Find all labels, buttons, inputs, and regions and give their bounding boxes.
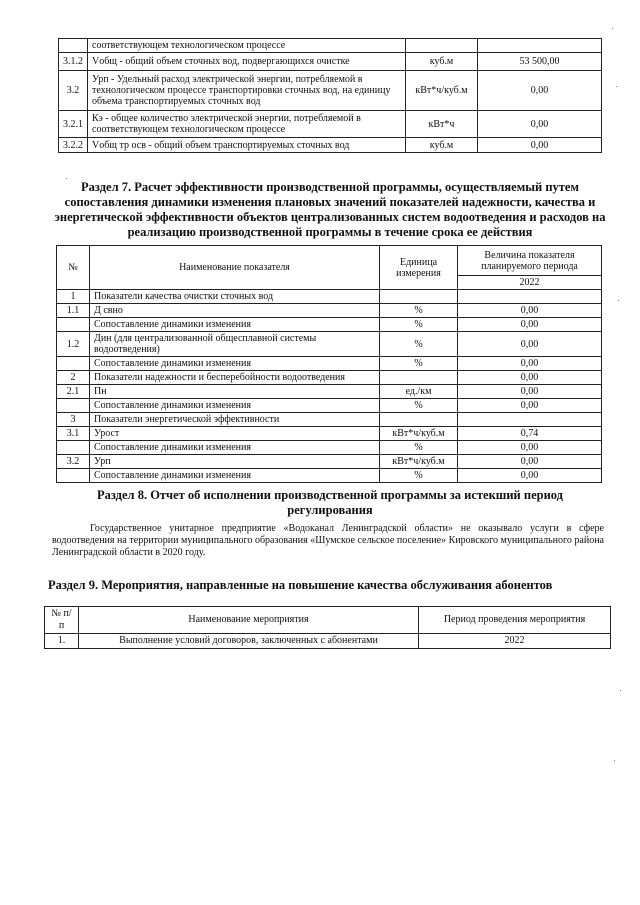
table-row xyxy=(59,138,602,153)
row-unit: кВт*ч xyxy=(406,111,478,138)
row-unit: кВт*ч/куб.м xyxy=(380,455,458,469)
row-unit xyxy=(406,39,478,53)
row-unit: % xyxy=(380,399,458,413)
row-number xyxy=(57,357,90,371)
row-name: Сопоставление динамики изменения xyxy=(90,469,380,483)
row-unit: % xyxy=(380,357,458,371)
row-unit xyxy=(380,371,458,385)
scan-speck xyxy=(614,760,615,761)
row-name: Показатели качества очистки сточных вод xyxy=(90,290,380,304)
scan-speck xyxy=(616,86,617,87)
row-name: Показатели энергетической эффективности xyxy=(90,413,380,427)
row-name: соответствующем технологическом процессе xyxy=(88,39,406,53)
row-unit: куб.м xyxy=(406,53,478,71)
table-row xyxy=(57,413,602,427)
service-measures-table xyxy=(44,606,611,649)
row-name: Сопоставление динамики изменения xyxy=(90,399,380,413)
row-value: 53 500,00 xyxy=(478,53,602,71)
row-value: 0,00 xyxy=(458,357,602,371)
scan-speck xyxy=(66,178,67,179)
row-number: 1.2 xyxy=(57,332,90,357)
row-name: Сопоставление динамики изменения xyxy=(90,441,380,455)
row-unit: % xyxy=(380,469,458,483)
row-value: 0,00 xyxy=(458,371,602,385)
table-row xyxy=(57,469,602,483)
row-value xyxy=(478,39,602,53)
row-value: 0,00 xyxy=(458,304,602,318)
table-row xyxy=(57,371,602,385)
row-name: Пн xyxy=(90,385,380,399)
row-unit: ед./км xyxy=(380,385,458,399)
efficiency-indicators-table xyxy=(56,245,602,483)
table-row xyxy=(57,290,602,304)
table-header-row xyxy=(45,607,611,634)
section-9-heading: Раздел 9. Мероприятия, направленные на повышение качества обслуживания абонентов xyxy=(48,578,553,592)
row-number: 1 xyxy=(57,290,90,304)
header-name: Наименование мероприятия xyxy=(79,607,419,634)
table-row xyxy=(57,304,602,318)
row-name: Урп - Удельный расход электрической энергии, потребляемой в технологическом процессе транспортировки сточных вод, на единицу объема транспортируемых сточных вод xyxy=(88,71,406,111)
row-unit: кВт*ч/куб.м xyxy=(380,427,458,441)
row-unit: кВт*ч/куб.м xyxy=(406,71,478,111)
table-row xyxy=(57,455,602,469)
row-value: 0,74 xyxy=(458,427,602,441)
row-number: 2 xyxy=(57,371,90,385)
row-unit: % xyxy=(380,318,458,332)
row-number xyxy=(59,39,88,53)
row-value: 0,00 xyxy=(458,318,602,332)
row-number xyxy=(57,318,90,332)
row-name: Сопоставление динамики изменения xyxy=(90,318,380,332)
section-8-text: Государственное унитарное предприятие «Водоканал Ленинградской области» не оказывало услуги в сфере водоотведения на территории муниципального образования «Шумское сельское поселение» Кировского муниципального района Ленинградской области в 2020 году. xyxy=(52,523,604,558)
row-value: 0,00 xyxy=(458,455,602,469)
table-row xyxy=(57,318,602,332)
table-row xyxy=(57,332,602,357)
table-row xyxy=(57,357,602,371)
row-number: 1.1 xyxy=(57,304,90,318)
scan-speck xyxy=(618,300,619,301)
row-unit: % xyxy=(380,304,458,318)
row-value: 0,00 xyxy=(478,71,602,111)
table-row xyxy=(57,399,602,413)
table-row xyxy=(59,71,602,111)
row-number: 3.2 xyxy=(59,71,88,111)
section-8-heading: Раздел 8. Отчет об исполнении производственной программы за истекший период регулирования xyxy=(97,488,563,517)
row-name: Урост xyxy=(90,427,380,441)
header-number: № п/п xyxy=(45,607,79,634)
header-name: Наименование показателя xyxy=(90,246,380,290)
header-unit: Единица измерения xyxy=(380,246,458,290)
row-value: 0,00 xyxy=(458,399,602,413)
row-name: Урп xyxy=(90,455,380,469)
row-name: Сопоставление динамики изменения xyxy=(90,357,380,371)
table-row xyxy=(57,441,602,455)
row-value: 0,00 xyxy=(458,332,602,357)
scan-speck xyxy=(612,28,613,29)
table-row xyxy=(57,427,602,441)
row-value: 0,00 xyxy=(458,385,602,399)
row-value: 0,00 xyxy=(478,111,602,138)
row-name: Выполнение условий договоров, заключенных с абонентами xyxy=(79,634,419,649)
scan-speck xyxy=(620,690,621,691)
row-name: Кэ - общее количество электрической энергии, потребляемой в соответствующем технологическом процессе xyxy=(88,111,406,138)
row-value: 0,00 xyxy=(478,138,602,153)
row-name: Дин (для централизованной общесплавной системы водоотведения) xyxy=(90,332,380,357)
header-year: 2022 xyxy=(458,276,602,290)
row-number: 3.2 xyxy=(57,455,90,469)
row-name: Показатели надежности и бесперебойности водоотведения xyxy=(90,371,380,385)
row-name: Vобщ - общий объем сточных вод, подвергающихся очистке xyxy=(88,53,406,71)
row-period: 2022 xyxy=(419,634,611,649)
section-7-heading: Раздел 7. Расчет эффективности производственной программы, осуществляемый путем сопоставления динамики изменения плановых значений показателей надежности, качества и энергетической эффективности объектов централизованных систем водоотведения и расходов на реализацию производственной программы в течение срока ее действия xyxy=(54,180,606,239)
row-value xyxy=(458,413,602,427)
row-unit xyxy=(380,290,458,304)
row-unit: % xyxy=(380,332,458,357)
row-number: 1. xyxy=(45,634,79,649)
row-name: Д свно xyxy=(90,304,380,318)
row-value: 0,00 xyxy=(458,441,602,455)
row-number xyxy=(57,469,90,483)
table-row xyxy=(59,111,602,138)
header-period: Период проведения мероприятия xyxy=(419,607,611,634)
row-number: 3.1 xyxy=(57,427,90,441)
row-number xyxy=(57,399,90,413)
row-number: 3.2.1 xyxy=(59,111,88,138)
row-number: 2.1 xyxy=(57,385,90,399)
row-number: 3 xyxy=(57,413,90,427)
row-unit xyxy=(380,413,458,427)
table-row xyxy=(57,385,602,399)
row-value xyxy=(458,290,602,304)
row-unit: куб.м xyxy=(406,138,478,153)
table-row xyxy=(59,39,602,53)
table-header-row xyxy=(57,246,602,276)
row-value: 0,00 xyxy=(458,469,602,483)
row-number xyxy=(57,441,90,455)
row-number: 3.2.2 xyxy=(59,138,88,153)
table-row xyxy=(59,53,602,71)
table-row xyxy=(45,634,611,649)
header-value: Величина показателя планируемого периода xyxy=(458,246,602,276)
energy-indicators-table xyxy=(58,38,602,153)
row-name: Vобщ тр осв - общий объем транспортируемых сточных вод xyxy=(88,138,406,153)
row-number: 3.1.2 xyxy=(59,53,88,71)
row-unit: % xyxy=(380,441,458,455)
header-number: № xyxy=(57,246,90,290)
